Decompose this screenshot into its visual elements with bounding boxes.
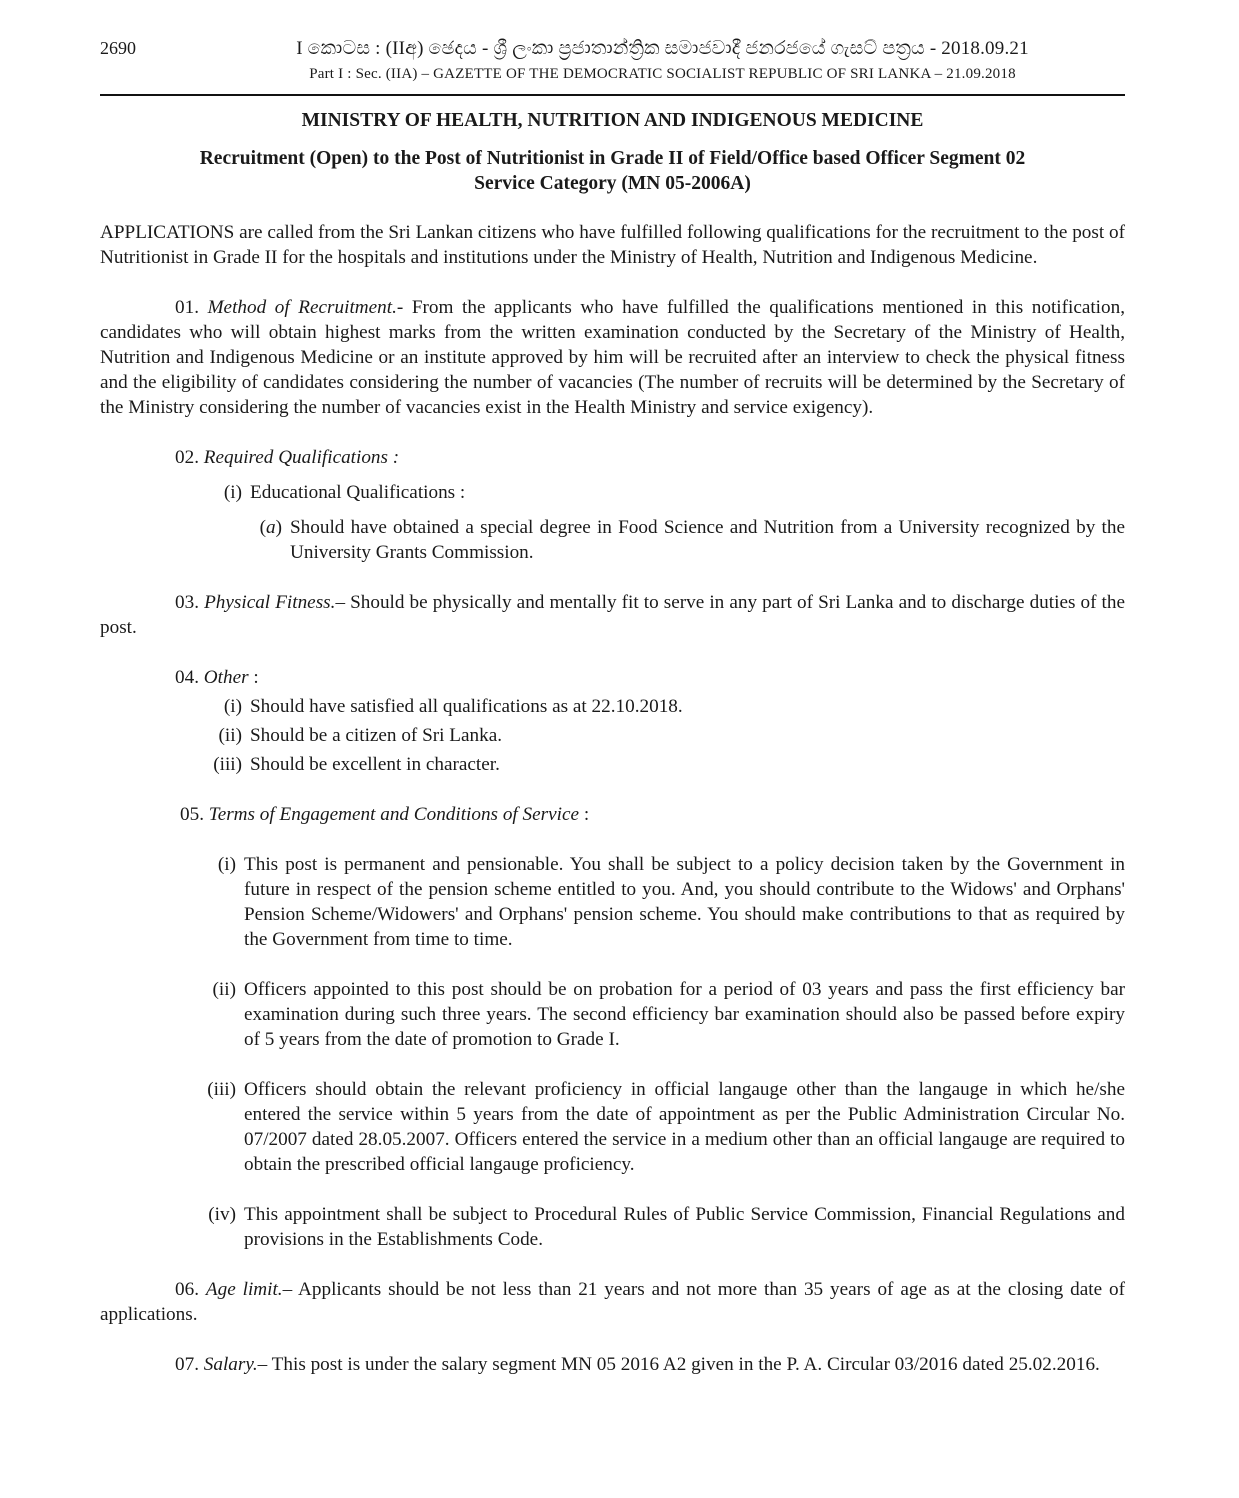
section-number: 07. [175,1354,199,1375]
section-text: - From the applicants who have fulfilled the qualifications mentioned in this notification, candidates who will obtain highest marks from the written examination conducted by the Secretary of the Ministry of Health, Nutrition and Indigenous Medicine or an institute approved by him will be recruited after an interview to check the physical fitness and the eligibility of candidates considering the number of vacancies (The number of recruits will be determined by the Secretary of the Ministry considering the number of vacancies exist in the Health Ministry and service exigency). [100,297,1125,418]
list-item [100,723,1125,748]
section-heading: Other [203,667,249,688]
list-item [100,694,1125,719]
section-heading: Terms of Engagement and Conditions of Service [208,804,580,825]
section-heading: Required Qualifications : [203,447,400,468]
section-heading: Salary. [203,1354,258,1375]
other-requirements-list [100,694,1125,777]
intro-paragraph: APPLICATIONS are called from the Sri Lankan citizens who have fulfilled following qualifications for the recruitment to the post of Nutritionist in Grade II for the hospitals and institutions under the Ministry of Health, Nutrition and Indigenous Medicine. [100,222,1125,268]
section-04-other: 04. Other : [175,667,259,688]
section-number: 03. [175,592,199,613]
notice-title-line-1: Recruitment (Open) to the Post of Nutritionist in Grade II of Field/Office based Officer Segment 02 [199,148,1026,169]
section-text: – Applicants should be not less than 21 years and not more than 35 years of age as at the closing date of applications. [100,1279,1125,1325]
item-label: (ii) [212,979,236,1000]
section-number: 05. [180,804,204,825]
item-label: (ii) [218,725,242,746]
item-label: (i) [223,482,242,503]
sub-item-label: (a) [259,517,282,538]
ministry-heading: MINISTRY OF HEALTH, NUTRITION AND INDIGENOUS MEDICINE [301,110,924,131]
section-01-method-of-recruitment [100,295,1125,420]
item-label: (i) [217,854,236,875]
item-text: Should be excellent in character. [250,754,500,775]
section-number: 01. [175,297,199,318]
terms-item [100,852,1125,952]
section-03-physical-fitness [100,590,1125,640]
item-text: This appointment shall be subject to Procedural Rules of Public Service Commission, Financial Regulations and provisions in the Establishments Code. [244,1204,1125,1250]
list-item [100,752,1125,777]
qualification-item [100,480,1125,505]
notice-title [100,146,1125,196]
terms-item [100,977,1125,1052]
section-heading: Physical Fitness. [204,592,336,613]
item-text: Officers should obtain the relevant proficiency in official langauge other than the langauge in which he/she entered the service within 5 years from the date of appointment as per the Public Administration Circular No. 07/2007 dated 28.05.2007. Officers entered the service in a medium other than an official langauge are required to obtain the prescribed official langauge proficiency. [244,1079,1125,1175]
terms-item [100,1202,1125,1252]
item-label: (iii) [213,754,242,775]
notice-title-line-2: Service Category (MN 05-2006A) [474,173,751,194]
terms-item [100,1077,1125,1177]
section-07-salary [100,1352,1125,1377]
qualification-sub-item [100,515,1125,565]
section-heading: Method of Recruitment. [207,297,397,318]
page-header [100,36,1125,60]
sub-item-text: Should have obtained a special degree in Food Science and Nutrition from a University recognized by the University Grants Commission. [290,517,1125,563]
item-label: (iv) [208,1204,236,1225]
section-05-terms-of-engagement: 05. Terms of Engagement and Conditions of Service : [180,804,590,825]
item-text: Should be a citizen of Sri Lanka. [250,725,503,746]
section-number: 02. [175,447,199,468]
header-divider [100,94,1125,96]
item-text: This post is permanent and pensionable. You shall be subject to a policy decision taken by the Government in future in respect of the pension scheme entitled to you. And, you should contribute to the Widows' and Orphans' Pension Scheme/Widowers' and Orphans' pension scheme. You should make contributions to that as required by the Government from time to time. [244,854,1125,950]
section-number: 06. [175,1279,199,1300]
item-text: Educational Qualifications : [250,482,466,503]
item-label: (i) [223,696,242,717]
section-02-required-qualifications [100,445,1125,470]
header-title-sinhala: I කොටස : (IIඅ) ඡෙදය - ශ්‍රී ලංකා ප්‍රජාතාන්ත්‍රික සමාජවාදී ජනරජයේ ගැසට් පත්‍රය - 2018.09.21 [296,38,1029,59]
item-text: Should have satisfied all qualifications as at 22.10.2018. [250,696,683,717]
section-heading: Age limit. [205,1279,283,1300]
header-title-english: Part I : Sec. (IIA) – GAZETTE OF THE DEMOCRATIC SOCIALIST REPUBLIC OF SRI LANKA – 21.09.2018 [309,66,1016,82]
section-06-age-limit [100,1277,1125,1327]
gazette-page [100,36,1125,1377]
section-text: – Should be physically and mentally fit to serve in any part of Sri Lanka and to discharge duties of the post. [100,592,1125,638]
item-text: Officers appointed to this post should be on probation for a period of 03 years and pass the first efficiency bar examination during such three years. The second efficiency bar examination should also be passed before expiry of 5 years from the date of promotion to Grade I. [244,979,1125,1050]
section-number: 04. [175,667,199,688]
section-text: – This post is under the salary segment MN 05 2016 A2 given in the P. A. Circular 03/2016 dated 25.02.2016. [257,1354,1100,1375]
item-label: (iii) [207,1079,236,1100]
page-number: 2690 [100,38,136,58]
